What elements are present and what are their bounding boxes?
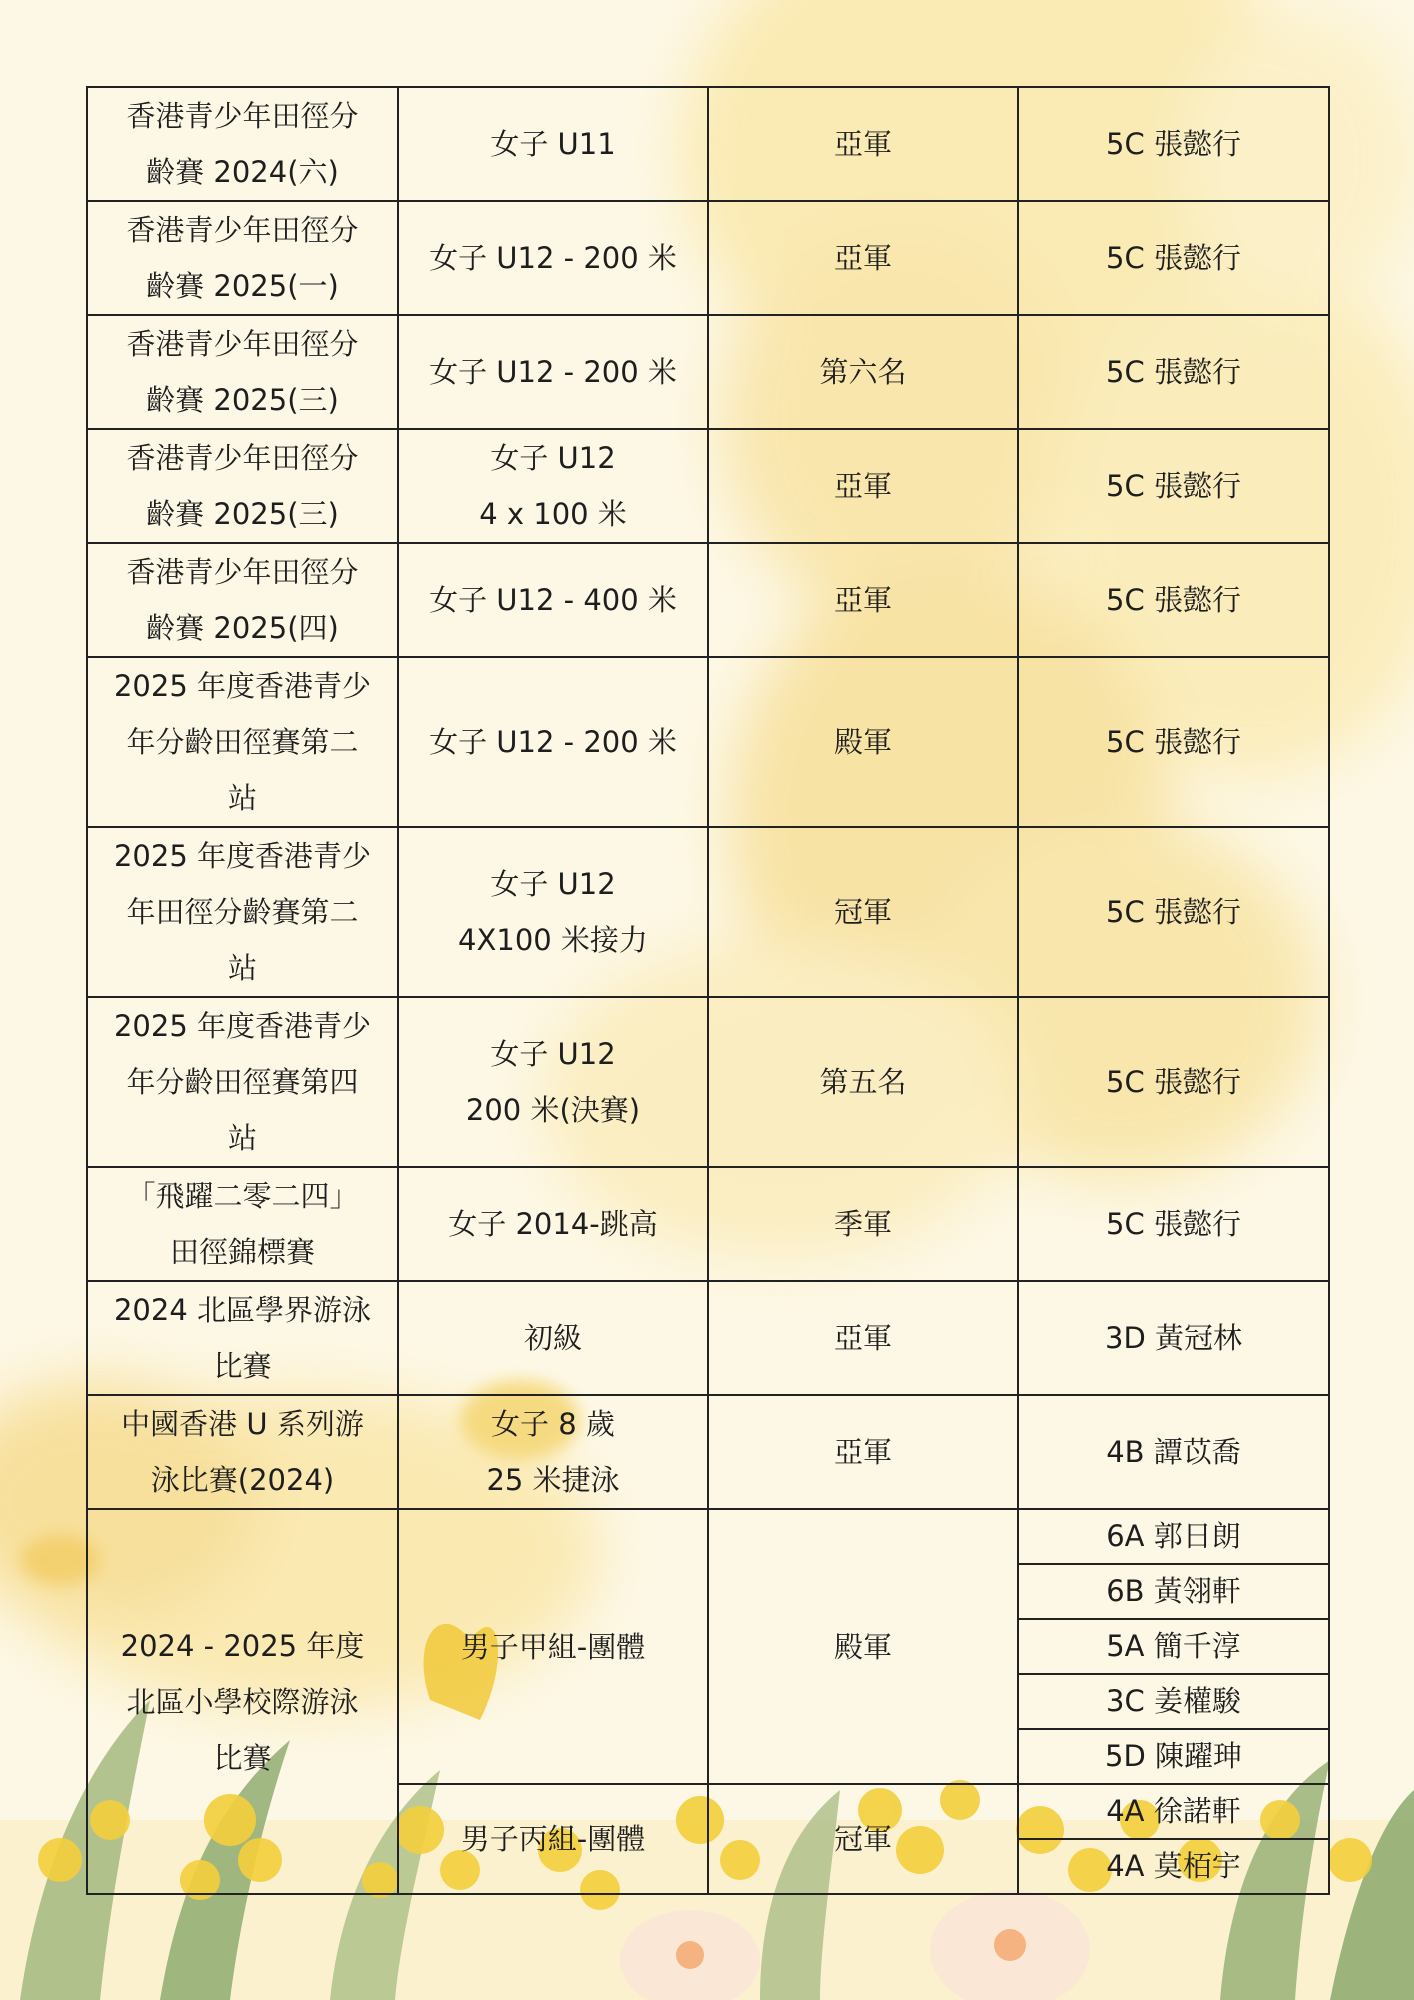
student-cell: 5C 張懿行 [1018, 657, 1329, 827]
student-cell: 3D 黃冠林 [1018, 1281, 1329, 1395]
table-row [87, 1281, 1329, 1395]
student-cell: 4A 莫栢宇 [1018, 1839, 1329, 1894]
student-cell: 4A 徐諾軒 [1018, 1784, 1329, 1839]
award-cell: 季軍 [708, 1167, 1018, 1281]
award-cell: 亞軍 [708, 1281, 1018, 1395]
table-row [87, 429, 1329, 543]
table-row [87, 1509, 1329, 1564]
event-cell: 女子 U12 - 200 米 [398, 201, 708, 315]
event-cell: 男子甲組-團體 [398, 1509, 708, 1784]
event-cell: 女子 U12 200 米(決賽) [398, 997, 708, 1167]
competition-cell: 香港青少年田徑分 齡賽 2025(一) [87, 201, 398, 315]
table-row [87, 1395, 1329, 1509]
event-cell: 初級 [398, 1281, 708, 1395]
table-row [87, 315, 1329, 429]
student-cell: 5C 張懿行 [1018, 201, 1329, 315]
competition-cell: 香港青少年田徑分 齡賽 2025(三) [87, 315, 398, 429]
student-cell: 6A 郭日朗 [1018, 1509, 1329, 1564]
competition-cell: 2024 北區學界游泳 比賽 [87, 1281, 398, 1395]
table-row [87, 827, 1329, 997]
student-cell: 5C 張懿行 [1018, 1167, 1329, 1281]
table-row [87, 87, 1329, 201]
table-row [87, 201, 1329, 315]
student-cell: 6B 黃翎軒 [1018, 1564, 1329, 1619]
award-cell: 第五名 [708, 997, 1018, 1167]
student-cell: 5C 張懿行 [1018, 827, 1329, 997]
event-cell: 男子丙組-團體 [398, 1784, 708, 1894]
competition-cell: 香港青少年田徑分 齡賽 2024(六) [87, 87, 398, 201]
award-cell: 亞軍 [708, 429, 1018, 543]
competition-cell: 「飛躍二零二四」 田徑錦標賽 [87, 1167, 398, 1281]
award-cell: 冠軍 [708, 1784, 1018, 1894]
award-cell: 殿軍 [708, 657, 1018, 827]
event-cell: 女子 U12 - 200 米 [398, 315, 708, 429]
student-cell: 5C 張懿行 [1018, 315, 1329, 429]
student-cell: 5D 陳躍珅 [1018, 1729, 1329, 1784]
student-cell: 5A 簡千淳 [1018, 1619, 1329, 1674]
student-cell: 5C 張懿行 [1018, 997, 1329, 1167]
student-cell: 5C 張懿行 [1018, 87, 1329, 201]
competition-cell: 香港青少年田徑分 齡賽 2025(四) [87, 543, 398, 657]
event-cell: 女子 U12 - 400 米 [398, 543, 708, 657]
award-cell: 亞軍 [708, 201, 1018, 315]
awards-table [86, 86, 1330, 1895]
event-cell: 女子 U12 4X100 米接力 [398, 827, 708, 997]
competition-cell: 2025 年度香港青少 年田徑分齡賽第二 站 [87, 827, 398, 997]
award-cell: 殿軍 [708, 1509, 1018, 1784]
competition-cell: 香港青少年田徑分 齡賽 2025(三) [87, 429, 398, 543]
award-cell: 第六名 [708, 315, 1018, 429]
competition-cell: 2025 年度香港青少 年分齡田徑賽第二 站 [87, 657, 398, 827]
event-cell: 女子 U12 4 x 100 米 [398, 429, 708, 543]
award-cell: 亞軍 [708, 543, 1018, 657]
student-cell: 5C 張懿行 [1018, 543, 1329, 657]
event-cell: 女子 U12 - 200 米 [398, 657, 708, 827]
table-row [87, 657, 1329, 827]
student-cell: 3C 姜權駿 [1018, 1674, 1329, 1729]
table-row [87, 997, 1329, 1167]
competition-cell: 中國香港 U 系列游 泳比賽(2024) [87, 1395, 398, 1509]
competition-cell: 2024 - 2025 年度 北區小學校際游泳 比賽 [87, 1509, 398, 1894]
student-cell: 5C 張懿行 [1018, 429, 1329, 543]
award-cell: 亞軍 [708, 1395, 1018, 1509]
event-cell: 女子 U11 [398, 87, 708, 201]
table-row [87, 543, 1329, 657]
event-cell: 女子 2014-跳高 [398, 1167, 708, 1281]
student-cell: 4B 譚苡喬 [1018, 1395, 1329, 1509]
event-cell: 女子 8 歲 25 米捷泳 [398, 1395, 708, 1509]
table-row [87, 1167, 1329, 1281]
award-cell: 亞軍 [708, 87, 1018, 201]
competition-cell: 2025 年度香港青少 年分齡田徑賽第四 站 [87, 997, 398, 1167]
award-cell: 冠軍 [708, 827, 1018, 997]
